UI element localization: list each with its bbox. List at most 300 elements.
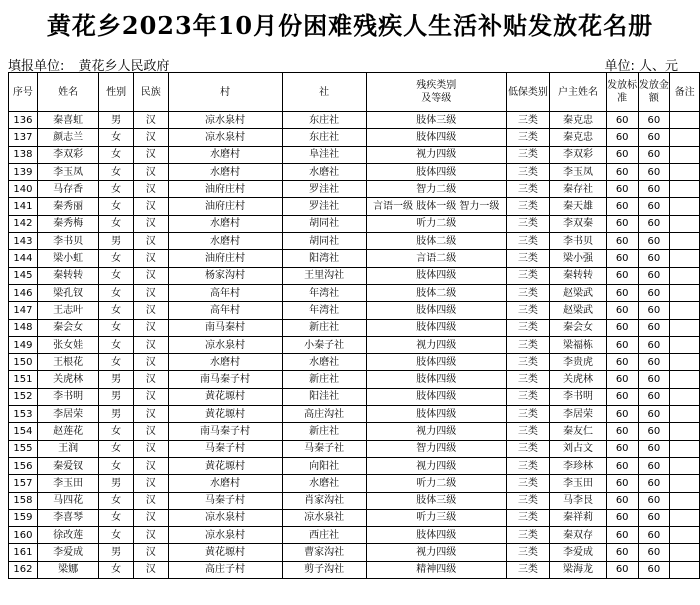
table-cell: 马存香 bbox=[37, 181, 99, 198]
table-cell: 汉 bbox=[133, 492, 168, 509]
table-cell: 肢体四级 bbox=[366, 406, 506, 423]
table-cell: 60 bbox=[638, 423, 670, 440]
table-cell: 水磨村 bbox=[168, 233, 282, 250]
column-header: 发放金额 bbox=[638, 73, 670, 112]
table-cell: 水磨社 bbox=[282, 475, 366, 492]
table-cell: 剪子沟社 bbox=[282, 561, 366, 578]
table-cell: 李双彩 bbox=[37, 146, 99, 163]
table-cell: 汉 bbox=[133, 475, 168, 492]
table-cell: 肢体四级 bbox=[366, 371, 506, 388]
table-cell bbox=[670, 302, 700, 319]
table-cell: 60 bbox=[638, 129, 670, 146]
table-cell: 凉水泉村 bbox=[168, 336, 282, 353]
table-row bbox=[9, 284, 700, 301]
table-cell: 女 bbox=[99, 336, 134, 353]
table-cell bbox=[670, 336, 700, 353]
table-cell: 男 bbox=[99, 388, 134, 405]
table-cell: 言语一级 肢体一级 智力一级 bbox=[366, 198, 506, 215]
table-cell: 60 bbox=[606, 198, 638, 215]
table-cell: 60 bbox=[606, 406, 638, 423]
table-cell: 女 bbox=[99, 527, 134, 544]
table-cell bbox=[670, 112, 700, 129]
table-cell: 肢体四级 bbox=[366, 388, 506, 405]
column-header: 残疾类别 及等级 bbox=[366, 73, 506, 112]
table-cell: 汉 bbox=[133, 527, 168, 544]
table-cell: 60 bbox=[606, 492, 638, 509]
table-cell: 胡同社 bbox=[282, 233, 366, 250]
table-cell: 马秦子社 bbox=[282, 440, 366, 457]
table-cell: 南马秦子村 bbox=[168, 371, 282, 388]
table-cell: 马李艮 bbox=[550, 492, 607, 509]
table-cell: 三类 bbox=[506, 181, 550, 198]
table-cell: 三类 bbox=[506, 475, 550, 492]
table-cell: 汉 bbox=[133, 284, 168, 301]
column-header: 村 bbox=[168, 73, 282, 112]
table-cell: 油府庄村 bbox=[168, 250, 282, 267]
table-cell: 60 bbox=[638, 302, 670, 319]
table-cell: 女 bbox=[99, 302, 134, 319]
table-cell: 女 bbox=[99, 354, 134, 371]
table-cell: 听力三级 bbox=[366, 509, 506, 526]
table-cell: 女 bbox=[99, 440, 134, 457]
table-cell: 凉水泉村 bbox=[168, 527, 282, 544]
table-body bbox=[9, 112, 700, 579]
table-cell: 147 bbox=[9, 302, 38, 319]
table-row bbox=[9, 527, 700, 544]
table-cell: 男 bbox=[99, 544, 134, 561]
table-cell: 女 bbox=[99, 561, 134, 578]
table-cell: 汉 bbox=[133, 388, 168, 405]
table-cell bbox=[670, 371, 700, 388]
table-cell bbox=[670, 181, 700, 198]
table-row bbox=[9, 423, 700, 440]
table-cell: 张女娃 bbox=[37, 336, 99, 353]
table-cell: 60 bbox=[606, 146, 638, 163]
table-cell: 汉 bbox=[133, 233, 168, 250]
table-cell: 60 bbox=[638, 457, 670, 474]
table-cell: 罗洼社 bbox=[282, 198, 366, 215]
table-cell: 徐改莲 bbox=[37, 527, 99, 544]
table-cell bbox=[670, 215, 700, 232]
table-row bbox=[9, 475, 700, 492]
table-cell: 南马秦子村 bbox=[168, 423, 282, 440]
table-cell: 新庄社 bbox=[282, 371, 366, 388]
table-cell: 60 bbox=[606, 440, 638, 457]
table-cell: 161 bbox=[9, 544, 38, 561]
table-cell: 153 bbox=[9, 406, 38, 423]
table-cell: 60 bbox=[638, 198, 670, 215]
table-row bbox=[9, 457, 700, 474]
table-cell: 王志叶 bbox=[37, 302, 99, 319]
table-cell: 马秦子村 bbox=[168, 492, 282, 509]
table-cell: 60 bbox=[606, 250, 638, 267]
table-cell bbox=[670, 163, 700, 180]
table-cell: 三类 bbox=[506, 509, 550, 526]
table-row bbox=[9, 371, 700, 388]
table-cell: 60 bbox=[638, 561, 670, 578]
page-title: 黄花乡2023年10月份困难残疾人生活补贴发放花名册 bbox=[46, 11, 654, 40]
table-cell: 视力四级 bbox=[366, 457, 506, 474]
table-cell: 水磨村 bbox=[168, 354, 282, 371]
table-cell: 李玉凤 bbox=[37, 163, 99, 180]
table-cell: 新庄社 bbox=[282, 423, 366, 440]
table-cell: 男 bbox=[99, 112, 134, 129]
table-cell: 三类 bbox=[506, 406, 550, 423]
table-cell: 60 bbox=[638, 215, 670, 232]
table-cell: 李居荣 bbox=[550, 406, 607, 423]
table-cell: 男 bbox=[99, 371, 134, 388]
table-cell: 60 bbox=[606, 233, 638, 250]
table-cell: 汉 bbox=[133, 423, 168, 440]
table-cell: 60 bbox=[638, 475, 670, 492]
table-cell: 60 bbox=[638, 544, 670, 561]
table-cell: 李珍林 bbox=[550, 457, 607, 474]
table-cell: 凉水泉村 bbox=[168, 112, 282, 129]
table-cell: 南马秦村 bbox=[168, 319, 282, 336]
table-cell: 60 bbox=[606, 457, 638, 474]
table-cell: 女 bbox=[99, 284, 134, 301]
table-cell: 李双彩 bbox=[550, 146, 607, 163]
table-cell: 刘占文 bbox=[550, 440, 607, 457]
table-cell: 三类 bbox=[506, 388, 550, 405]
table-cell: 李玉田 bbox=[37, 475, 99, 492]
table-cell: 60 bbox=[606, 527, 638, 544]
table-cell: 149 bbox=[9, 336, 38, 353]
table-cell: 秦祥莉 bbox=[550, 509, 607, 526]
table-cell: 马四花 bbox=[37, 492, 99, 509]
table-cell: 智力四级 bbox=[366, 440, 506, 457]
table-cell: 汉 bbox=[133, 457, 168, 474]
table-cell bbox=[670, 475, 700, 492]
table-cell: 汉 bbox=[133, 163, 168, 180]
table-cell: 汉 bbox=[133, 112, 168, 129]
table-cell: 肢体四级 bbox=[366, 267, 506, 284]
table-cell bbox=[670, 198, 700, 215]
table-cell: 60 bbox=[638, 492, 670, 509]
table-cell: 高庄子村 bbox=[168, 561, 282, 578]
table-cell: 王根花 bbox=[37, 354, 99, 371]
table-cell: 肖家沟社 bbox=[282, 492, 366, 509]
table-cell: 言语二级 bbox=[366, 250, 506, 267]
table-cell: 秦会女 bbox=[37, 319, 99, 336]
table-cell: 李爱成 bbox=[37, 544, 99, 561]
table-cell bbox=[670, 457, 700, 474]
table-cell bbox=[670, 233, 700, 250]
table-cell: 胡同社 bbox=[282, 215, 366, 232]
table-cell: 秦会女 bbox=[550, 319, 607, 336]
table-cell: 肢体四级 bbox=[366, 354, 506, 371]
table-row bbox=[9, 181, 700, 198]
table-row bbox=[9, 440, 700, 457]
table-cell: 女 bbox=[99, 129, 134, 146]
table-cell: 向阳社 bbox=[282, 457, 366, 474]
table-cell: 汉 bbox=[133, 440, 168, 457]
table-cell: 60 bbox=[606, 129, 638, 146]
table-row bbox=[9, 112, 700, 129]
table-cell: 60 bbox=[638, 163, 670, 180]
table-cell: 汉 bbox=[133, 146, 168, 163]
column-header: 发放标准 bbox=[606, 73, 638, 112]
table-cell: 60 bbox=[638, 233, 670, 250]
column-header: 姓名 bbox=[37, 73, 99, 112]
table-cell: 60 bbox=[638, 284, 670, 301]
table-cell: 156 bbox=[9, 457, 38, 474]
table-cell: 凉水泉村 bbox=[168, 509, 282, 526]
table-cell: 三类 bbox=[506, 198, 550, 215]
table-cell: 肢体四级 bbox=[366, 527, 506, 544]
table-cell: 155 bbox=[9, 440, 38, 457]
table-cell: 145 bbox=[9, 267, 38, 284]
table-cell: 颜志兰 bbox=[37, 129, 99, 146]
table-cell: 60 bbox=[606, 371, 638, 388]
table-cell: 杨家沟村 bbox=[168, 267, 282, 284]
table-cell: 肢体四级 bbox=[366, 302, 506, 319]
table-cell: 160 bbox=[9, 527, 38, 544]
table-cell: 138 bbox=[9, 146, 38, 163]
table-cell: 三类 bbox=[506, 233, 550, 250]
table-cell: 汉 bbox=[133, 406, 168, 423]
table-cell: 女 bbox=[99, 267, 134, 284]
table-cell: 秦秀丽 bbox=[37, 198, 99, 215]
table-cell bbox=[670, 354, 700, 371]
table-cell: 女 bbox=[99, 423, 134, 440]
table-cell: 女 bbox=[99, 181, 134, 198]
table-cell: 凉水泉社 bbox=[282, 509, 366, 526]
table-cell: 黄花塬村 bbox=[168, 544, 282, 561]
table-cell: 60 bbox=[638, 250, 670, 267]
table-cell: 汉 bbox=[133, 129, 168, 146]
table-cell: 李喜琴 bbox=[37, 509, 99, 526]
table-cell: 年湾社 bbox=[282, 302, 366, 319]
table-cell: 秦转转 bbox=[37, 267, 99, 284]
table-cell: 三类 bbox=[506, 112, 550, 129]
table-cell: 罗洼社 bbox=[282, 181, 366, 198]
table-cell: 144 bbox=[9, 250, 38, 267]
table-cell: 东庄社 bbox=[282, 112, 366, 129]
table-cell: 汉 bbox=[133, 354, 168, 371]
table-row bbox=[9, 163, 700, 180]
table-cell: 肢体四级 bbox=[366, 319, 506, 336]
table-cell: 肢体四级 bbox=[366, 129, 506, 146]
table-cell: 60 bbox=[606, 319, 638, 336]
table-cell: 梁娜 bbox=[37, 561, 99, 578]
table-cell: 140 bbox=[9, 181, 38, 198]
table-cell: 汉 bbox=[133, 371, 168, 388]
column-header: 备注 bbox=[670, 73, 700, 112]
table-cell: 146 bbox=[9, 284, 38, 301]
table-cell: 水磨村 bbox=[168, 215, 282, 232]
table-cell: 赵莲花 bbox=[37, 423, 99, 440]
table-row bbox=[9, 129, 700, 146]
table-cell: 肢体三级 bbox=[366, 112, 506, 129]
table-cell: 水磨村 bbox=[168, 146, 282, 163]
table-cell: 三类 bbox=[506, 163, 550, 180]
table-row bbox=[9, 233, 700, 250]
table-cell bbox=[670, 267, 700, 284]
table-cell: 60 bbox=[606, 163, 638, 180]
table-cell bbox=[670, 129, 700, 146]
table-cell: 143 bbox=[9, 233, 38, 250]
table-row bbox=[9, 544, 700, 561]
table-cell: 关虎林 bbox=[37, 371, 99, 388]
reporting-unit-value: 黄花乡人民政府 bbox=[78, 59, 170, 74]
table-cell: 136 bbox=[9, 112, 38, 129]
table-cell: 三类 bbox=[506, 440, 550, 457]
table-row bbox=[9, 336, 700, 353]
table-cell: 秦爱钗 bbox=[37, 457, 99, 474]
table-row bbox=[9, 267, 700, 284]
table-cell: 60 bbox=[638, 181, 670, 198]
table-row bbox=[9, 509, 700, 526]
table-cell: 年湾社 bbox=[282, 284, 366, 301]
table-cell: 60 bbox=[638, 406, 670, 423]
table-cell: 秦喜虹 bbox=[37, 112, 99, 129]
table-cell bbox=[670, 250, 700, 267]
currency-unit: 单位: 人、元 bbox=[604, 59, 678, 74]
table-cell bbox=[670, 440, 700, 457]
table-cell: 秦秀梅 bbox=[37, 215, 99, 232]
table-cell bbox=[670, 284, 700, 301]
table-cell: 女 bbox=[99, 146, 134, 163]
table-cell: 139 bbox=[9, 163, 38, 180]
table-cell: 60 bbox=[638, 319, 670, 336]
table-cell: 东庄社 bbox=[282, 129, 366, 146]
table-cell: 60 bbox=[638, 509, 670, 526]
table-cell: 60 bbox=[606, 509, 638, 526]
table-cell: 汉 bbox=[133, 509, 168, 526]
column-header: 户主姓名 bbox=[550, 73, 607, 112]
table-cell: 高庄沟社 bbox=[282, 406, 366, 423]
table-cell: 梁海龙 bbox=[550, 561, 607, 578]
table-cell bbox=[670, 509, 700, 526]
table-cell: 秦克忠 bbox=[550, 129, 607, 146]
table-cell: 60 bbox=[606, 336, 638, 353]
table-cell bbox=[670, 406, 700, 423]
table-cell: 水磨社 bbox=[282, 354, 366, 371]
table-row bbox=[9, 388, 700, 405]
table-cell: 曹家沟社 bbox=[282, 544, 366, 561]
table-cell: 赵梁武 bbox=[550, 302, 607, 319]
table-cell: 李玉田 bbox=[550, 475, 607, 492]
table-cell: 水磨社 bbox=[282, 163, 366, 180]
table-cell: 60 bbox=[638, 440, 670, 457]
table-cell: 女 bbox=[99, 215, 134, 232]
header-row bbox=[9, 73, 700, 112]
table-cell: 三类 bbox=[506, 492, 550, 509]
table-cell: 151 bbox=[9, 371, 38, 388]
table-cell: 汉 bbox=[133, 250, 168, 267]
table-row bbox=[9, 250, 700, 267]
table-cell: 小秦子社 bbox=[282, 336, 366, 353]
table-cell: 王润 bbox=[37, 440, 99, 457]
table-cell: 李居荣 bbox=[37, 406, 99, 423]
table-cell: 三类 bbox=[506, 371, 550, 388]
table-cell: 男 bbox=[99, 233, 134, 250]
table-cell: 肢体四级 bbox=[366, 163, 506, 180]
table-cell: 汉 bbox=[133, 544, 168, 561]
table-cell: 黄花塬村 bbox=[168, 457, 282, 474]
table-cell: 阳洼社 bbox=[282, 388, 366, 405]
table-cell: 赵梁武 bbox=[550, 284, 607, 301]
table-cell: 男 bbox=[99, 475, 134, 492]
table-cell: 李书贝 bbox=[550, 233, 607, 250]
table-cell: 李贵虎 bbox=[550, 354, 607, 371]
table-cell: 视力四级 bbox=[366, 423, 506, 440]
table-cell: 油府庄村 bbox=[168, 181, 282, 198]
table-cell: 60 bbox=[606, 544, 638, 561]
table-cell bbox=[670, 561, 700, 578]
table-cell: 汉 bbox=[133, 215, 168, 232]
table-cell: 60 bbox=[606, 181, 638, 198]
table-cell: 汉 bbox=[133, 319, 168, 336]
table-cell: 三类 bbox=[506, 336, 550, 353]
table-row bbox=[9, 354, 700, 371]
table-cell: 三类 bbox=[506, 319, 550, 336]
table-cell: 李书贝 bbox=[37, 233, 99, 250]
table-cell: 60 bbox=[606, 267, 638, 284]
table-cell: 高年村 bbox=[168, 302, 282, 319]
table-cell: 137 bbox=[9, 129, 38, 146]
table-cell bbox=[670, 492, 700, 509]
table-cell: 李爱成 bbox=[550, 544, 607, 561]
column-header: 序号 bbox=[9, 73, 38, 112]
table-cell: 60 bbox=[606, 354, 638, 371]
table-cell: 三类 bbox=[506, 527, 550, 544]
table-cell: 女 bbox=[99, 492, 134, 509]
table-cell: 60 bbox=[606, 112, 638, 129]
table-cell: 视力四级 bbox=[366, 336, 506, 353]
table-cell: 150 bbox=[9, 354, 38, 371]
table-cell: 60 bbox=[638, 336, 670, 353]
table-cell: 60 bbox=[606, 475, 638, 492]
table-cell: 西庄社 bbox=[282, 527, 366, 544]
table-cell bbox=[670, 423, 700, 440]
table-cell bbox=[670, 527, 700, 544]
table-cell: 60 bbox=[606, 302, 638, 319]
column-header: 民族 bbox=[133, 73, 168, 112]
column-header: 社 bbox=[282, 73, 366, 112]
table-cell: 157 bbox=[9, 475, 38, 492]
table-cell: 黄花塬村 bbox=[168, 406, 282, 423]
table-cell: 秦双存 bbox=[550, 527, 607, 544]
table-cell: 阜洼社 bbox=[282, 146, 366, 163]
table-cell: 汉 bbox=[133, 267, 168, 284]
table-cell: 阳湾社 bbox=[282, 250, 366, 267]
table-cell: 60 bbox=[638, 527, 670, 544]
table-cell: 三类 bbox=[506, 544, 550, 561]
table-cell: 女 bbox=[99, 319, 134, 336]
table-cell: 60 bbox=[606, 388, 638, 405]
table-cell: 高年村 bbox=[168, 284, 282, 301]
table-cell: 李玉凤 bbox=[550, 163, 607, 180]
table-cell: 梁福栋 bbox=[550, 336, 607, 353]
table-cell: 60 bbox=[638, 388, 670, 405]
subsidy-table bbox=[8, 72, 700, 579]
table-cell: 60 bbox=[606, 215, 638, 232]
table-cell: 159 bbox=[9, 509, 38, 526]
table-cell: 女 bbox=[99, 163, 134, 180]
table-cell: 李双秦 bbox=[550, 215, 607, 232]
table-cell: 三类 bbox=[506, 215, 550, 232]
table-cell: 汉 bbox=[133, 336, 168, 353]
table-cell: 精神四级 bbox=[366, 561, 506, 578]
table-cell: 汉 bbox=[133, 198, 168, 215]
table-cell: 女 bbox=[99, 198, 134, 215]
table-cell: 男 bbox=[99, 406, 134, 423]
table-row bbox=[9, 561, 700, 578]
table-cell: 158 bbox=[9, 492, 38, 509]
table-cell: 水磨村 bbox=[168, 475, 282, 492]
